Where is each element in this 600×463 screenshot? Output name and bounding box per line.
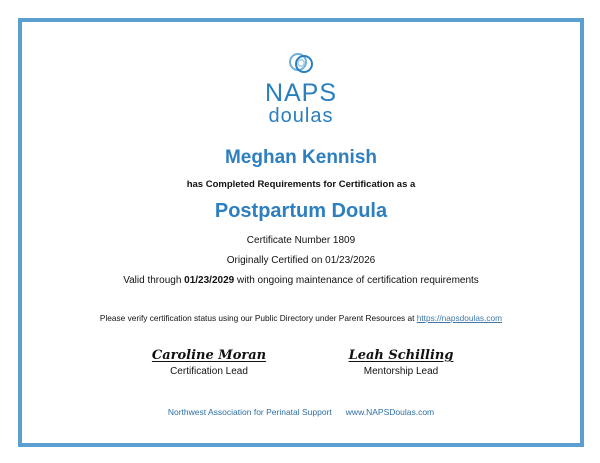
original-certification-date: Originally Certified on 01/23/2026	[226, 255, 376, 266]
signature: Caroline Moran	[151, 348, 267, 363]
signature-block-mentorship-lead	[321, 348, 481, 377]
certificate-number: Certificate Number 1809	[246, 235, 356, 246]
footer	[22, 407, 580, 417]
logo-naps-text: NAPS	[264, 79, 338, 107]
certificate-frame	[18, 18, 584, 447]
logo-doulas-text: doulas	[268, 105, 334, 127]
recipient-name: Meghan Kennish	[224, 147, 377, 168]
valid-prefix: Valid through	[123, 275, 185, 286]
footer-org: Northwest Association for Perinatal Support	[167, 407, 332, 417]
verify-text: Please verify certification status using our Public Directory under Parent Resources at	[99, 313, 417, 323]
intertwined-circles-icon	[286, 48, 316, 78]
completed-statement: has Completed Requirements for Certification as a	[186, 179, 416, 190]
valid-date: 01/23/2029	[184, 275, 235, 286]
signature-title: Certification Lead	[170, 366, 248, 377]
footer-site: www.NAPSDoulas.com	[345, 407, 435, 417]
verify-statement	[22, 313, 580, 323]
validity-statement	[22, 275, 580, 286]
verify-link[interactable]: https://napsdoulas.com	[416, 313, 503, 323]
valid-suffix: with ongoing maintenance of certification requirements	[234, 275, 479, 286]
certification-designation: Postpartum Doula	[214, 200, 388, 222]
signature-block-certification-lead	[129, 348, 289, 377]
signature-title: Mentorship Lead	[363, 366, 439, 377]
naps-doulas-logo	[22, 48, 580, 126]
signature: Leah Schilling	[348, 348, 454, 363]
